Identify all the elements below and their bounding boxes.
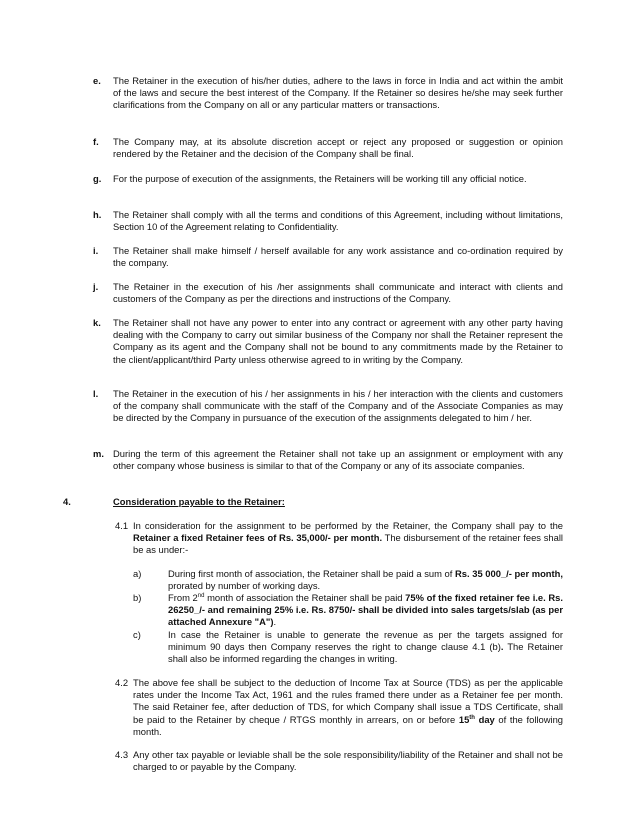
clause-text: The Retainer shall comply with all the terms and conditions of this Agreement, including without limitations, Section 10 of the Agreement relating to Confidentiality. [113, 209, 563, 233]
item-text: From 2nd month of association the Retainer shall be paid 75% of the fixed retainer fee i.e. Rs. 26250_/- and remaining 25% i.e. Rs. 8750/- shall be divided into sales targets/slab (as per attached Annexure "A"). [168, 592, 563, 628]
item-label: c) [133, 629, 141, 640]
section-title: Consideration payable to the Retainer: [113, 496, 285, 507]
clause-text: During the term of this agreement the Retainer shall not take up an assignment or employment with any other company whose business is similar to that of the Company or any of its associate companies. [113, 448, 563, 472]
item-label: a) [133, 568, 142, 579]
clause-label: e. [93, 75, 101, 86]
subclause-number: 4.1 [115, 520, 129, 531]
subclause-text: Any other tax payable or leviable shall be the sole responsibility/liability of the Retainer and shall not be charged to or payable by the Company. [133, 749, 563, 773]
subclause-number: 4.2 [115, 677, 129, 688]
item-text: In case the Retainer is unable to generate the revenue as per the targets assigned for minimum 90 days then Company reserves the right to change clause 4.1 (b). The Retainer shall also be informed regarding the changes in writing. [168, 629, 563, 665]
clause-text: The Retainer in the execution of his/her duties, adhere to the laws in force in India and act within the ambit of the laws and secure the best interest of the Company. If the Retainer so desires he/she may seek further clarifications from the Company on all or any particular matters or transactions. [113, 75, 563, 111]
section-number: 4. [63, 496, 71, 507]
clause-label: k. [93, 317, 101, 328]
clause-label: g. [93, 173, 102, 184]
clause-label: m. [93, 448, 104, 459]
clause-text: The Retainer in the execution of his / her assignments in his / her interaction with the clients and customers of the company shall communicate with the staff of the Company and of the Associate Companies as may be directed by the Company in pursuance of the execution of the assignments delegated to him / her. [113, 388, 563, 424]
clause-label: i. [93, 245, 99, 256]
item-text: During first month of association, the Retainer shall be paid a sum of Rs. 35 000_/- per month, prorated by number of working days. [168, 568, 563, 592]
item-label: b) [133, 592, 142, 603]
subclause-text: In consideration for the assignment to be performed by the Retainer, the Company shall pay to the Retainer a fixed Retainer fees of Rs. 35,000/- per month. The disbursement of the retainer fees shall be as under:- [133, 520, 563, 556]
clause-label: f. [93, 136, 99, 147]
subclause-number: 4.3 [115, 749, 129, 760]
clause-text: For the purpose of execution of the assignments, the Retainers will be working till any official notice. [113, 173, 527, 184]
clause-label: l. [93, 388, 99, 399]
clause-text: The Retainer shall not have any power to enter into any contract or agreement with any other party having dealing with the Company to carry out similar business of the Company nor shall the Retainer represent the Company as its agent and the Company shall not be bound to any commitments made by the Retainer to the client/applicant/third Party unless otherwise agreed to in writing by the Company. [113, 317, 563, 365]
clause-label: j. [93, 281, 99, 292]
subclause-text: The above fee shall be subject to the deduction of Income Tax at Source (TDS) as per the applicable rates under the Income Tax Act, 1961 and the rules framed there under as a Retainer fee per month. The said Retainer fee, after deduction of TDS, for which Company shall issue a TDS Certificate, shall be paid to the Retainer by cheque / RTGS monthly in arrears, on or before 15th day of the following month. [133, 677, 563, 737]
clause-label: h. [93, 209, 102, 220]
clause-text: The Retainer in the execution of his /her assignments shall communicate and interact with clients and customers of the Company as per the directions and instructions of the Company. [113, 281, 563, 305]
clause-text: The Company may, at its absolute discretion accept or reject any proposed or suggestion or opinion rendered by the Retainer and the decision of the Company shall be final. [113, 136, 563, 160]
clause-text: The Retainer shall make himself / herself available for any work assistance and co-ordination required by the company. [113, 245, 563, 269]
